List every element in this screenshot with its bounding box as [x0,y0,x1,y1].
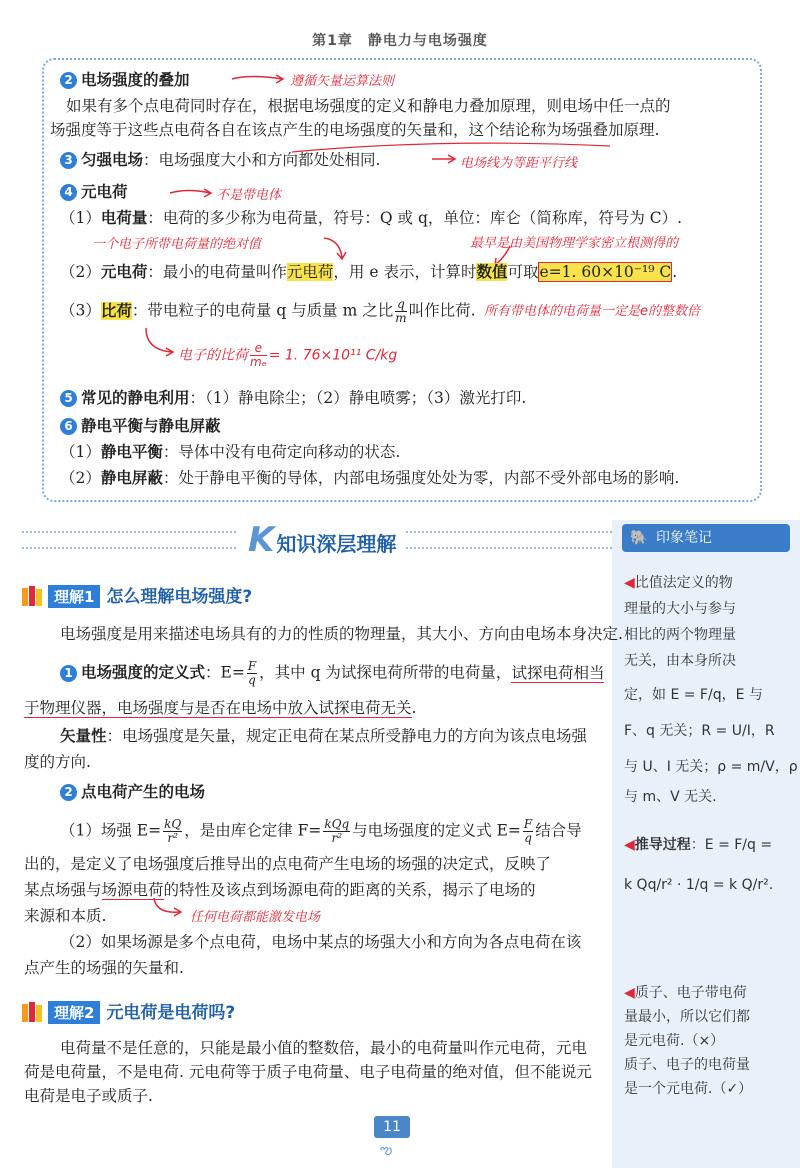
number-badge-icon: 2 [60,784,77,801]
triangle-icon: ◀ [624,575,635,591]
q1-item-2-title: 2 点电荷产生的电场 [60,780,205,804]
paragraph-line: 场强度等于这些点电荷各自在该点产生的电场强度的矢量和，这个结论称为场强叠加原理. [50,121,660,139]
item-4-title: 4 元电荷 [60,180,128,204]
item-5: 5 常见的静电利用：（1）静电除尘；（2）静电喷雾；（3）激光打印. [60,386,526,410]
fraction: $\frac{e}{\text{mₑ}}$ [250,341,267,369]
fraction: $\frac{\text{kQq}}{\text{r²}}$ [324,817,350,845]
triangle-icon: ◀ [624,985,635,1001]
number-badge-icon: 6 [60,418,77,435]
item-4-2: （2）元电荷：最小的电荷量叫作元电荷，用 e 表示，计算时数值可取e=1. 60×10⁻¹⁹ C. [60,263,678,281]
item-4-1: （1）电荷量：电荷的多少称为电荷量，符号：Q 或 q，单位：库仑（简称库，符号为 C）. [60,209,683,227]
sidebar-note-1: ◀比值法定义的物 理量的大小与参与 相比的两个物理量 无关，由本身所决 定，如 E = F/q，E 与 F、q 无关；R = U/I，R 与 U、I 无关；ρ = m/V，ρ 与 m、V 无关. [624,575,798,805]
number-badge-icon: 1 [60,665,77,682]
paragraph-line: 电荷量不是任意的，只能是最小值的整数倍，最小的电荷量叫作元电荷，元电 [60,1039,588,1057]
paragraph-line: 点产生的场强的矢量和. [24,959,184,977]
item-6-1: （1）静电平衡：导体中没有电荷定向移动的状态. [60,443,401,461]
number-badge-icon: 4 [60,184,77,201]
fraction: $\frac{kQ}{\text{r²}}$ [164,817,182,845]
question-2-heading: 理解2 元电荷是电荷吗? [22,998,235,1024]
number-badge-icon: 3 [60,152,77,169]
q1-item-2-1: （1）场强 E= $\frac{kQ}{\text{r²}}$ ，是由库仑定律 F= $\frac{\text{kQq}}{\text{r²}}$ 与电场强度的定义式 E= $\frac{F}{q}$ 结合导 [60,817,582,845]
paragraph-line: 电荷是电子或质子. [24,1087,153,1105]
arrow-icon [142,326,182,360]
section-title: K知识深层理解 [238,520,406,556]
triangle-icon: ◀ [624,837,635,853]
books-icon [22,1002,44,1022]
annotation-not-body: 不是带电体 [216,188,282,203]
sidebar-note-2: ◀推导过程：E = F/q = k Qq/r² · 1/q = k Q/r². [624,837,774,893]
paragraph-line: 度的方向. [24,753,91,771]
paragraph-line: （2）如果场源是多个点电荷，电场中某点的场强大小和方向为各点电荷在该 [60,933,582,951]
item-4-3: （3）比荷：带电粒子的电荷量 q 与质量 m 之比 $\frac{q}{m}$ 叫作比荷. [60,297,476,325]
annotation-millikan: 最早是由美国物理学家密立根测得的 [470,236,679,251]
annotation-electron-charge: 一个电子所带电荷量的绝对值 [92,237,262,252]
arrow-icon [430,150,460,168]
page-number: 11 [374,1116,410,1138]
fraction: $\frac{F}{q}$ [523,817,533,845]
item-2-title: 2 电场强度的叠加 [60,68,190,92]
paragraph-line: 来源和本质. [24,907,107,925]
books-icon [22,586,44,606]
number-badge-icon: 2 [60,72,77,89]
item-6-2: （2）静电屏蔽：处于静电平衡的导体，内部电场强度处处为零，内部不受外部电场的影响. [60,469,680,487]
paragraph-line: 电场强度是用来描述电场具有的力的性质的物理量，其大小、方向由电场本身决定. [60,625,623,643]
annotation-field-lines: 电场线为等距平行线 [460,156,578,171]
paragraph-line: 荷是电荷量，不是电荷. 元电荷等于质子电荷量、电子电荷量的绝对值，但不能说元 [24,1063,592,1081]
sidebar-note-3: ◀质子、电子带电荷 量最小，所以它们都 是元电荷.（×） 质子、电子的电荷量 是一个元电荷.（✓） [624,985,753,1097]
paragraph-line: 某点场强与场源电荷的特性及该点到场源电荷的距离的关系，揭示了电场的 [24,881,536,899]
annotation-vector-rule: 遵循矢量运算法则 [290,74,395,89]
number-badge-icon: 5 [60,390,77,407]
paragraph-line: 出的，是定义了电场强度后推导出的点电荷产生电场的场强的决定式，反映了 [24,855,552,873]
bird-icon: ఌ [380,1142,393,1158]
paragraph-line: 如果有多个点电荷同时存在，根据电场强度的定义和静电力叠加原理，则电场中任一点的 [66,97,671,115]
arrow-icon [150,896,190,922]
annotation-integer-multiple: 所有带电体的电荷量一定是e的整数倍 [484,304,700,319]
q1-item-1-cont: 于物理仪器，电场强度与是否在电场中放入试探电荷无关. [24,699,417,717]
annotation-electron-ratio: 电子的比荷 $\frac{e}{\text{mₑ}}$ = 1. 76×10¹¹ C/kg [178,341,398,369]
annotation-any-charge: 任何电荷都能激发电场 [190,910,321,925]
elephant-icon: 🐘 [630,530,648,546]
fraction: $\frac{F}{q}$ [247,659,257,687]
item-3: 3 匀强电场：电场强度大小和方向都处处相同. [60,148,380,172]
q1-vector: 矢量性：电场强度是矢量，规定正电荷在某点所受静电力的方向为该点电场强 [60,727,588,745]
chapter-header: 第1章 静电力与电场强度 [312,33,488,49]
item-6-title: 6 静电平衡与静电屏蔽 [60,414,221,438]
question-1-heading: 理解1 怎么理解电场强度? [22,582,252,608]
arrow-icon [230,70,290,88]
fraction: $\frac{q}{m}$ [395,297,407,325]
sidebar-header: 🐘 印象笔记 [622,524,790,552]
q1-item-1: 1 电场强度的定义式：E= $\frac{F}{q}$ ，其中 q 为试探电荷所带的电荷量，试探电荷相当 [60,660,604,687]
arrow-icon [168,184,218,202]
